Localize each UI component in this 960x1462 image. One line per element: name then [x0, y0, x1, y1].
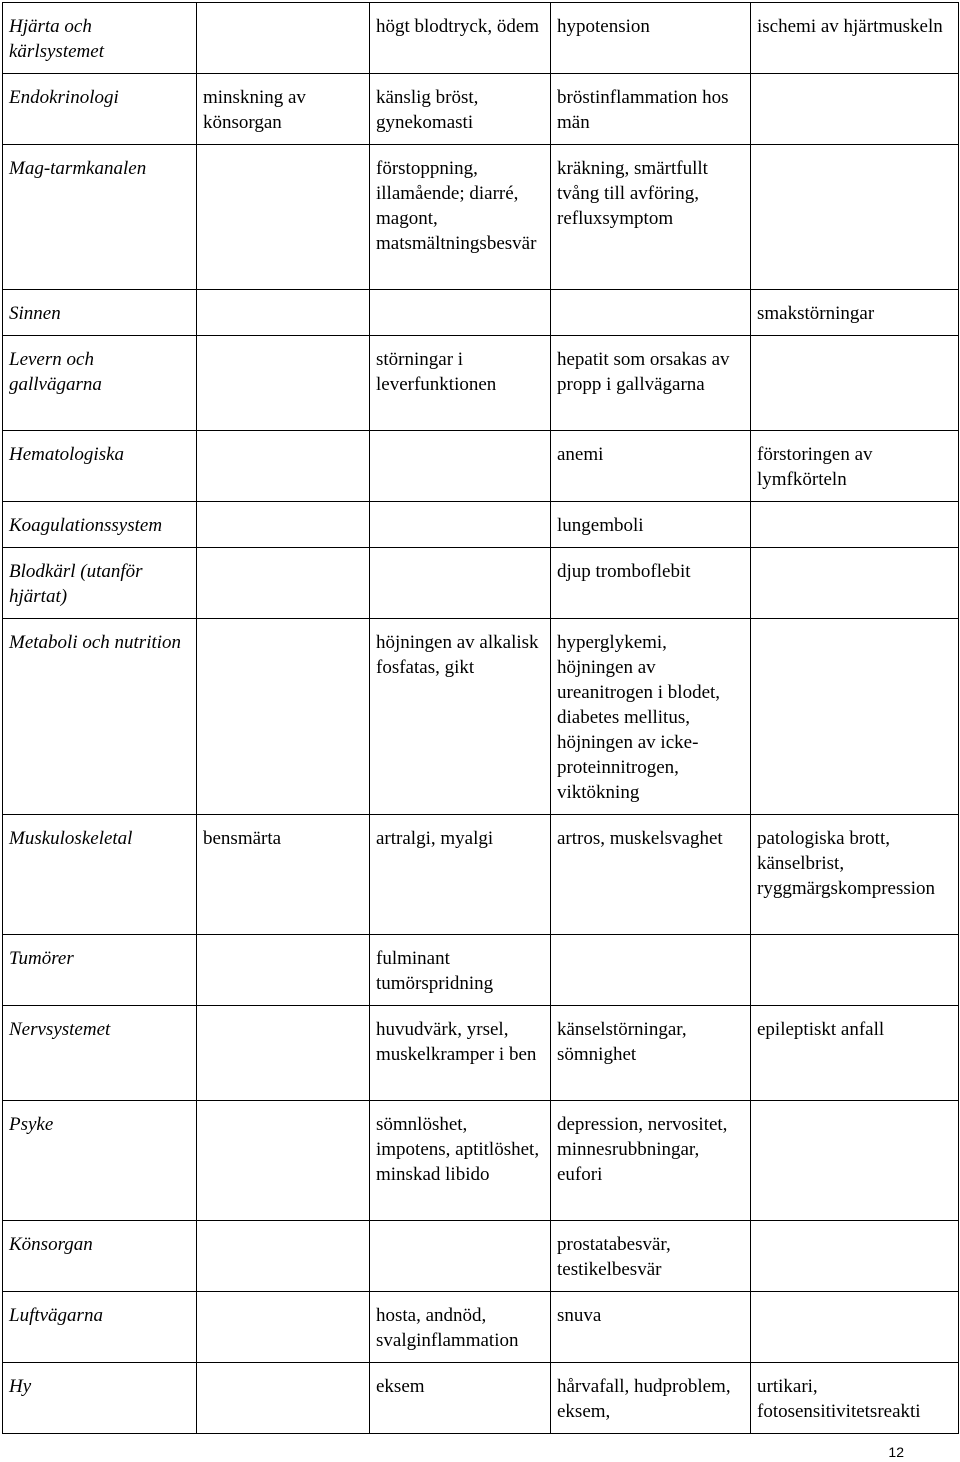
- adverse-effects-table: [2, 2, 959, 1434]
- table-row: [3, 619, 959, 815]
- table-row: [3, 145, 959, 290]
- adverse-effect-cell: känslig bröst, gynekomasti: [370, 74, 551, 145]
- system-organ-class-cell: Psyke: [3, 1101, 197, 1221]
- adverse-effect-cell: prostatabesvär, testikelbesvär: [551, 1221, 751, 1292]
- adverse-effect-cell: urtikari, fotosensitivitetsreakti: [751, 1363, 959, 1434]
- adverse-effect-cell: snuva: [551, 1292, 751, 1363]
- system-organ-class-cell: Sinnen: [3, 290, 197, 336]
- table-row: [3, 3, 959, 74]
- adverse-effect-cell: [751, 1101, 959, 1221]
- adverse-effect-cell: [751, 935, 959, 1006]
- system-organ-class-cell: Koagulationssystem: [3, 502, 197, 548]
- adverse-effect-cell: [370, 548, 551, 619]
- adverse-effect-cell: förstoringen av lymfkörteln: [751, 431, 959, 502]
- adverse-effect-cell: kräkning, smärtfullt tvång till avföring, refluxsymptom: [551, 145, 751, 290]
- adverse-effect-cell: högt blodtryck, ödem: [370, 3, 551, 74]
- adverse-effect-cell: [197, 3, 370, 74]
- adverse-effect-cell: [197, 431, 370, 502]
- adverse-effect-cell: sömnlöshet, impotens, aptitlöshet, minskad libido: [370, 1101, 551, 1221]
- adverse-effect-cell: hyperglykemi, höjningen av ureanitrogen i blodet, diabetes mellitus, höjningen av icke-proteinnitrogen, viktökning: [551, 619, 751, 815]
- adverse-effect-cell: [370, 502, 551, 548]
- adverse-effect-cell: bröstinflammation hos män: [551, 74, 751, 145]
- adverse-effect-cell: hosta, andnöd, svalginflammation: [370, 1292, 551, 1363]
- adverse-effect-cell: [751, 74, 959, 145]
- adverse-effect-cell: [751, 502, 959, 548]
- system-organ-class-cell: Blodkärl (utanför hjärtat): [3, 548, 197, 619]
- adverse-effect-cell: [197, 548, 370, 619]
- table-row: [3, 431, 959, 502]
- adverse-effect-cell: [197, 1101, 370, 1221]
- table-row: [3, 1101, 959, 1221]
- adverse-effect-cell: höjningen av alkalisk fosfatas, gikt: [370, 619, 551, 815]
- adverse-effect-cell: [197, 619, 370, 815]
- adverse-effect-cell: minskning av könsorgan: [197, 74, 370, 145]
- page-number: 12: [888, 1444, 904, 1460]
- adverse-effect-cell: epileptiskt anfall: [751, 1006, 959, 1101]
- adverse-effect-cell: depression, nervositet, minnesrubbningar, eufori: [551, 1101, 751, 1221]
- table-body: [3, 3, 959, 1434]
- adverse-effect-cell: eksem: [370, 1363, 551, 1434]
- table-row: [3, 502, 959, 548]
- system-organ-class-cell: Levern och gallvägarna: [3, 336, 197, 431]
- adverse-effect-cell: hårvafall, hudproblem, eksem,: [551, 1363, 751, 1434]
- adverse-effect-cell: störningar i leverfunktionen: [370, 336, 551, 431]
- adverse-effect-cell: fulminant tumörspridning: [370, 935, 551, 1006]
- system-organ-class-cell: Endokrinologi: [3, 74, 197, 145]
- adverse-effect-cell: [197, 1221, 370, 1292]
- adverse-effect-cell: [197, 1292, 370, 1363]
- table-row: [3, 548, 959, 619]
- adverse-effect-cell: [751, 1292, 959, 1363]
- adverse-effect-cell: hypotension: [551, 3, 751, 74]
- adverse-effect-cell: [370, 431, 551, 502]
- table-row: [3, 1006, 959, 1101]
- table-row: [3, 1292, 959, 1363]
- adverse-effect-cell: [197, 290, 370, 336]
- adverse-effect-cell: smakstörningar: [751, 290, 959, 336]
- table-row: [3, 815, 959, 935]
- adverse-effect-cell: bensmärta: [197, 815, 370, 935]
- adverse-effect-cell: [197, 935, 370, 1006]
- adverse-effect-cell: anemi: [551, 431, 751, 502]
- adverse-effect-cell: ischemi av hjärtmuskeln: [751, 3, 959, 74]
- adverse-effect-cell: patologiska brott, känselbrist, ryggmärgskompression: [751, 815, 959, 935]
- adverse-effect-cell: [197, 145, 370, 290]
- system-organ-class-cell: Hjärta och kärlsystemet: [3, 3, 197, 74]
- system-organ-class-cell: Muskuloskeletal: [3, 815, 197, 935]
- table-row: [3, 1221, 959, 1292]
- adverse-effect-cell: [751, 145, 959, 290]
- adverse-effect-cell: [751, 619, 959, 815]
- table-row: [3, 290, 959, 336]
- system-organ-class-cell: Könsorgan: [3, 1221, 197, 1292]
- adverse-effect-cell: [751, 336, 959, 431]
- system-organ-class-cell: Hy: [3, 1363, 197, 1434]
- system-organ-class-cell: Hematologiska: [3, 431, 197, 502]
- adverse-effect-cell: [197, 502, 370, 548]
- adverse-effect-cell: djup tromboflebit: [551, 548, 751, 619]
- adverse-effect-cell: [197, 1006, 370, 1101]
- adverse-effect-cell: hepatit som orsakas av propp i gallvägarna: [551, 336, 751, 431]
- system-organ-class-cell: Mag-tarmkanalen: [3, 145, 197, 290]
- adverse-effect-cell: artralgi, myalgi: [370, 815, 551, 935]
- adverse-effect-cell: [197, 1363, 370, 1434]
- adverse-effect-cell: [370, 290, 551, 336]
- adverse-effect-cell: [551, 290, 751, 336]
- system-organ-class-cell: Nervsystemet: [3, 1006, 197, 1101]
- system-organ-class-cell: Tumörer: [3, 935, 197, 1006]
- adverse-effect-cell: [551, 935, 751, 1006]
- table-row: [3, 935, 959, 1006]
- system-organ-class-cell: Metaboli och nutrition: [3, 619, 197, 815]
- adverse-effect-cell: känselstörningar, sömnighet: [551, 1006, 751, 1101]
- table-row: [3, 1363, 959, 1434]
- adverse-effect-cell: [197, 336, 370, 431]
- system-organ-class-cell: Luftvägarna: [3, 1292, 197, 1363]
- adverse-effect-cell: huvudvärk, yrsel, muskelkramper i ben: [370, 1006, 551, 1101]
- adverse-effect-cell: [751, 548, 959, 619]
- adverse-effect-cell: förstoppning, illamående; diarré, magont, matsmältningsbesvär: [370, 145, 551, 290]
- table-row: [3, 336, 959, 431]
- adverse-effect-cell: [370, 1221, 551, 1292]
- adverse-effect-cell: lungemboli: [551, 502, 751, 548]
- adverse-effect-cell: artros, muskelsvaghet: [551, 815, 751, 935]
- adverse-effect-cell: [751, 1221, 959, 1292]
- table-row: [3, 74, 959, 145]
